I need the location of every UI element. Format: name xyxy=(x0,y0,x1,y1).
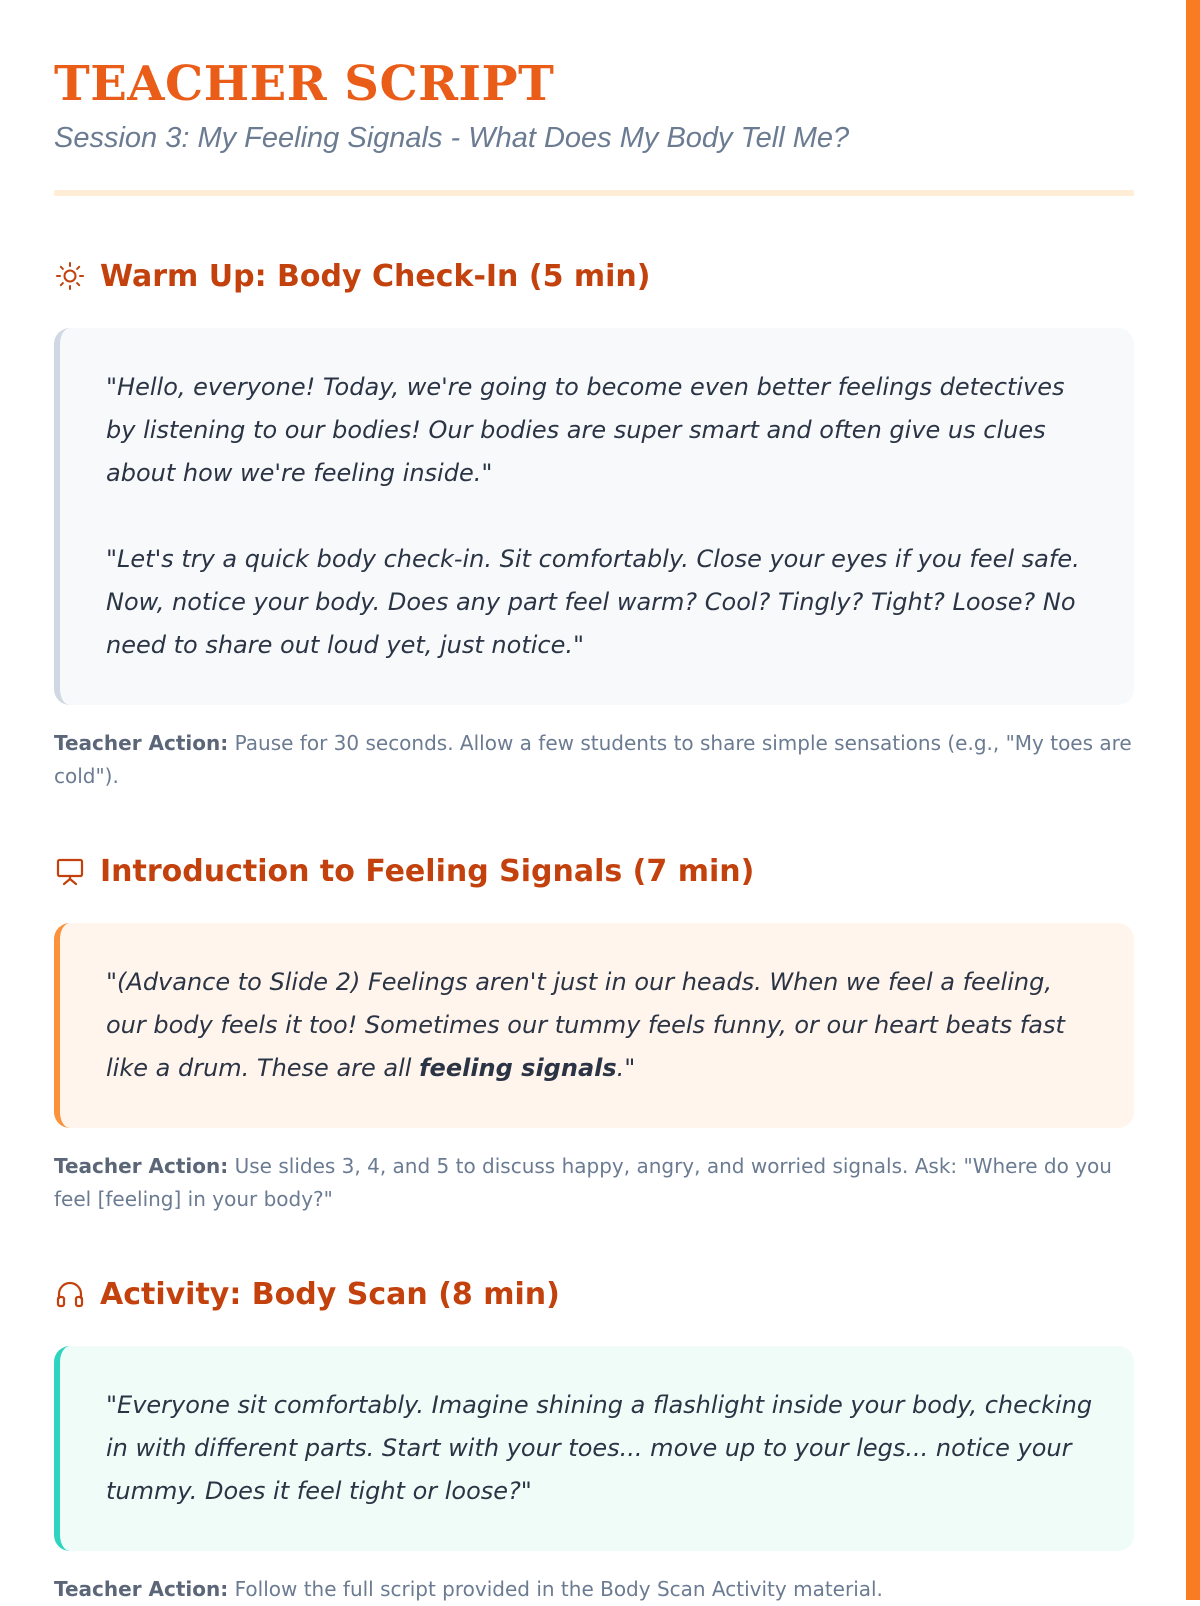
section-title: Warm Up: Body Check-In (5 min) xyxy=(100,258,651,294)
teacher-action-text: Pause for 30 seconds. Allow a few students to share simple sensations (e.g., "My toes are cold"). xyxy=(54,731,1132,788)
section-title: Introduction to Feeling Signals (7 min) xyxy=(100,853,755,889)
section-heading xyxy=(54,849,1134,893)
teacher-action-label: Teacher Action: xyxy=(54,1154,229,1178)
section-warm-up xyxy=(54,254,1134,793)
script-emphasis: feeling signals xyxy=(419,1054,617,1082)
script-text-end: ." xyxy=(616,1054,636,1082)
section-heading xyxy=(54,254,1134,298)
script-box xyxy=(54,923,1134,1128)
teacher-action xyxy=(54,1150,1134,1216)
teacher-action xyxy=(54,1573,1134,1606)
section-title: Activity: Body Scan (8 min) xyxy=(100,1276,560,1312)
page-content xyxy=(54,52,1134,1606)
sun-icon xyxy=(54,260,86,292)
page-subtitle: Session 3: My Feeling Signals - What Does My Body Tell Me? xyxy=(54,122,850,154)
headphones-icon xyxy=(54,1278,86,1310)
page-title: TEACHER SCRIPT xyxy=(54,56,555,112)
section-introduction xyxy=(54,849,1134,1216)
teacher-action-label: Teacher Action: xyxy=(54,1577,229,1601)
script-text: "(Advance to Slide 2) Feelings aren't just in our heads. When we feel a feeling, our body feels it too! Sometimes our tummy feels funny, or our heart beats fast like a drum. These are all xyxy=(106,968,1065,1082)
script-paragraph: "Hello, everyone! Today, we're going to become even better feelings detectives by listening to our bodies! Our bodies are super smart and often give us clues about how we're feeling inside." xyxy=(106,373,1065,487)
presentation-icon xyxy=(54,855,86,887)
teacher-action-text: Use slides 3, 4, and 5 to discuss happy, angry, and worried signals. Ask: "Where do you feel [feeling] in your body?" xyxy=(54,1154,1112,1211)
script-box xyxy=(54,1346,1134,1551)
teacher-action-label: Teacher Action: xyxy=(54,731,229,755)
section-activity xyxy=(54,1272,1134,1606)
section-heading xyxy=(54,1272,1134,1316)
script-paragraph: "Let's try a quick body check-in. Sit comfortably. Close your eyes if you feel safe. Now, notice your body. Does any part feel warm? Cool? Tingly? Tight? Loose? No need to share out loud yet, just notice." xyxy=(106,545,1080,659)
teacher-action xyxy=(54,727,1134,793)
teacher-action-text: Follow the full script provided in the Body Scan Activity material. xyxy=(234,1577,883,1601)
script-paragraph: "Everyone sit comfortably. Imagine shining a flashlight inside your body, checking in with different parts. Start with your toes... move up to your legs... notice your tummy. Does it feel tight or loose?" xyxy=(106,1391,1093,1505)
script-paragraph xyxy=(106,961,1094,1090)
title-divider xyxy=(54,190,1134,196)
right-accent-bar xyxy=(1186,0,1200,1600)
script-box xyxy=(54,328,1134,705)
